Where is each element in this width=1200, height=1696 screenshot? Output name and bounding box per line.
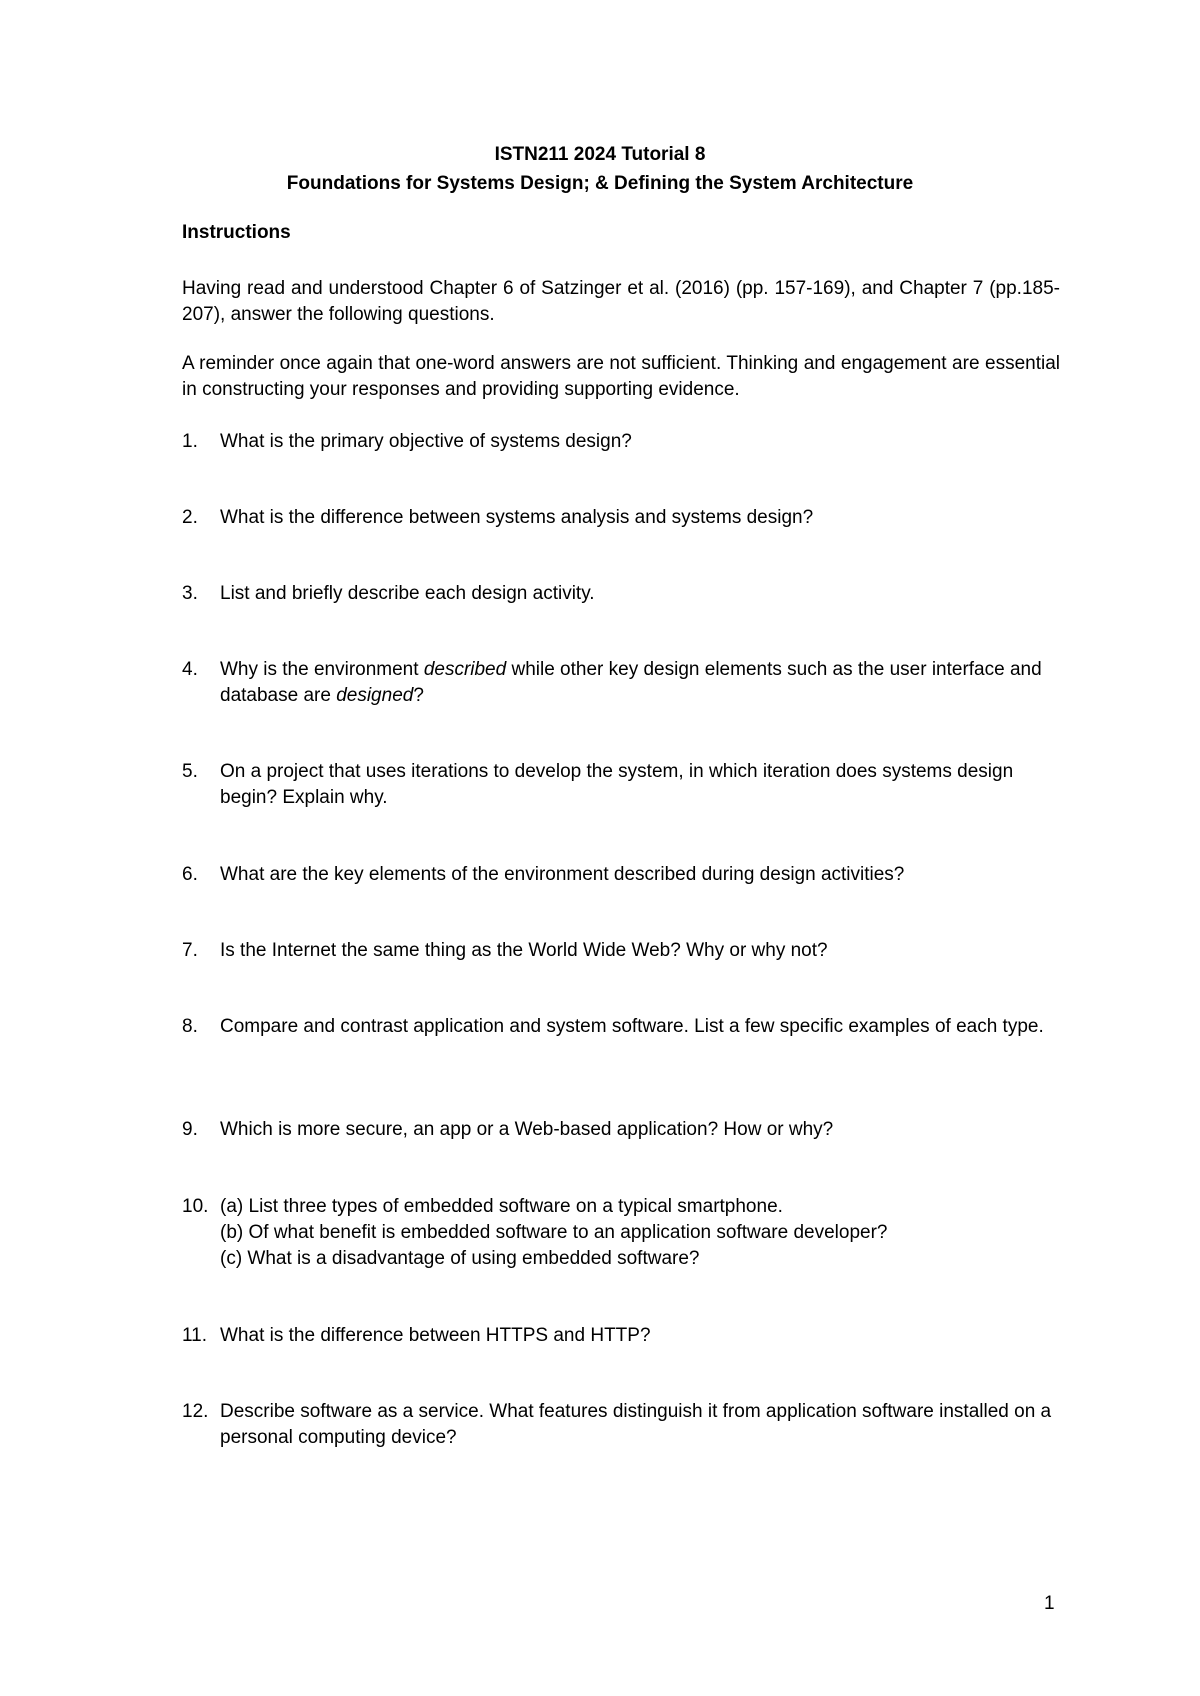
question-text-part: ?	[413, 685, 424, 706]
question-number: 6.	[182, 864, 198, 885]
question-text-emphasis: designed	[336, 685, 414, 706]
question-text-part: Why is the environment	[220, 659, 424, 680]
document-title: ISTN211 2024 Tutorial 8	[494, 144, 706, 165]
question-item	[182, 759, 1062, 811]
question-text-part: while other key design elements such as the user interface and database are	[220, 659, 1042, 706]
question-text	[220, 1194, 1062, 1272]
question-text: What are the key elements of the environment described during design activities?	[220, 864, 905, 885]
question-text: What is the primary objective of systems design?	[220, 431, 632, 452]
question-number: 3.	[182, 583, 198, 604]
question-number: 7.	[182, 940, 198, 961]
question-number: 8.	[182, 1016, 198, 1037]
question-number: 4.	[182, 659, 198, 680]
question-number: 12.	[182, 1401, 209, 1422]
intro-paragraph: Having read and understood Chapter 6 of Satzinger et al. (2016) (pp. 157-169), and Chapter 7 (pp.185-207), answer the following questions.	[182, 278, 1060, 325]
question-number: 5.	[182, 761, 198, 782]
question-text: Describe software as a service. What features distinguish it from application software installed on a personal computing device?	[220, 1401, 1052, 1448]
question-number: 9.	[182, 1119, 198, 1140]
question-text-emphasis: described	[423, 659, 507, 680]
question-number: 1.	[182, 431, 198, 452]
question-text: List and briefly describe each design activity.	[220, 583, 595, 604]
question-item	[182, 657, 1062, 709]
question-item	[182, 429, 1062, 455]
instructions-heading: Instructions	[182, 222, 291, 243]
question-subpart: (a) List three types of embedded software on a typical smartphone.	[220, 1196, 783, 1217]
question-item	[182, 938, 1062, 964]
question-item	[182, 1194, 1062, 1272]
question-subpart: (b) Of what benefit is embedded software to an application software developer?	[220, 1222, 888, 1243]
question-text: What is the difference between HTTPS and HTTP?	[220, 1325, 651, 1346]
question-item	[182, 505, 1062, 531]
question-text: What is the difference between systems analysis and systems design?	[220, 507, 814, 528]
question-text: Which is more secure, an app or a Web-based application? How or why?	[220, 1119, 834, 1140]
question-item	[182, 1323, 1062, 1349]
question-item	[182, 1014, 1062, 1040]
question-number: 10.	[182, 1196, 209, 1217]
question-text: Compare and contrast application and system software. List a few specific examples of each type.	[220, 1016, 1044, 1037]
question-number: 11.	[182, 1325, 208, 1346]
question-item	[182, 581, 1062, 607]
question-item	[182, 862, 1062, 888]
question-text: On a project that uses iterations to develop the system, in which iteration does systems design begin? Explain why.	[220, 761, 1014, 808]
question-text	[220, 657, 1062, 709]
question-text: Is the Internet the same thing as the World Wide Web? Why or why not?	[220, 940, 828, 961]
page-number: 1	[1044, 1593, 1055, 1614]
question-item	[182, 1117, 1062, 1143]
question-subpart: (c) What is a disadvantage of using embedded software?	[220, 1248, 700, 1269]
question-item	[182, 1399, 1062, 1451]
reminder-paragraph: A reminder once again that one-word answers are not sufficient. Thinking and engagement are essential in constructing your responses and providing supporting evidence.	[182, 353, 1060, 400]
question-number: 2.	[182, 507, 198, 528]
document-subtitle: Foundations for Systems Design; & Defining the System Architecture	[286, 173, 914, 194]
